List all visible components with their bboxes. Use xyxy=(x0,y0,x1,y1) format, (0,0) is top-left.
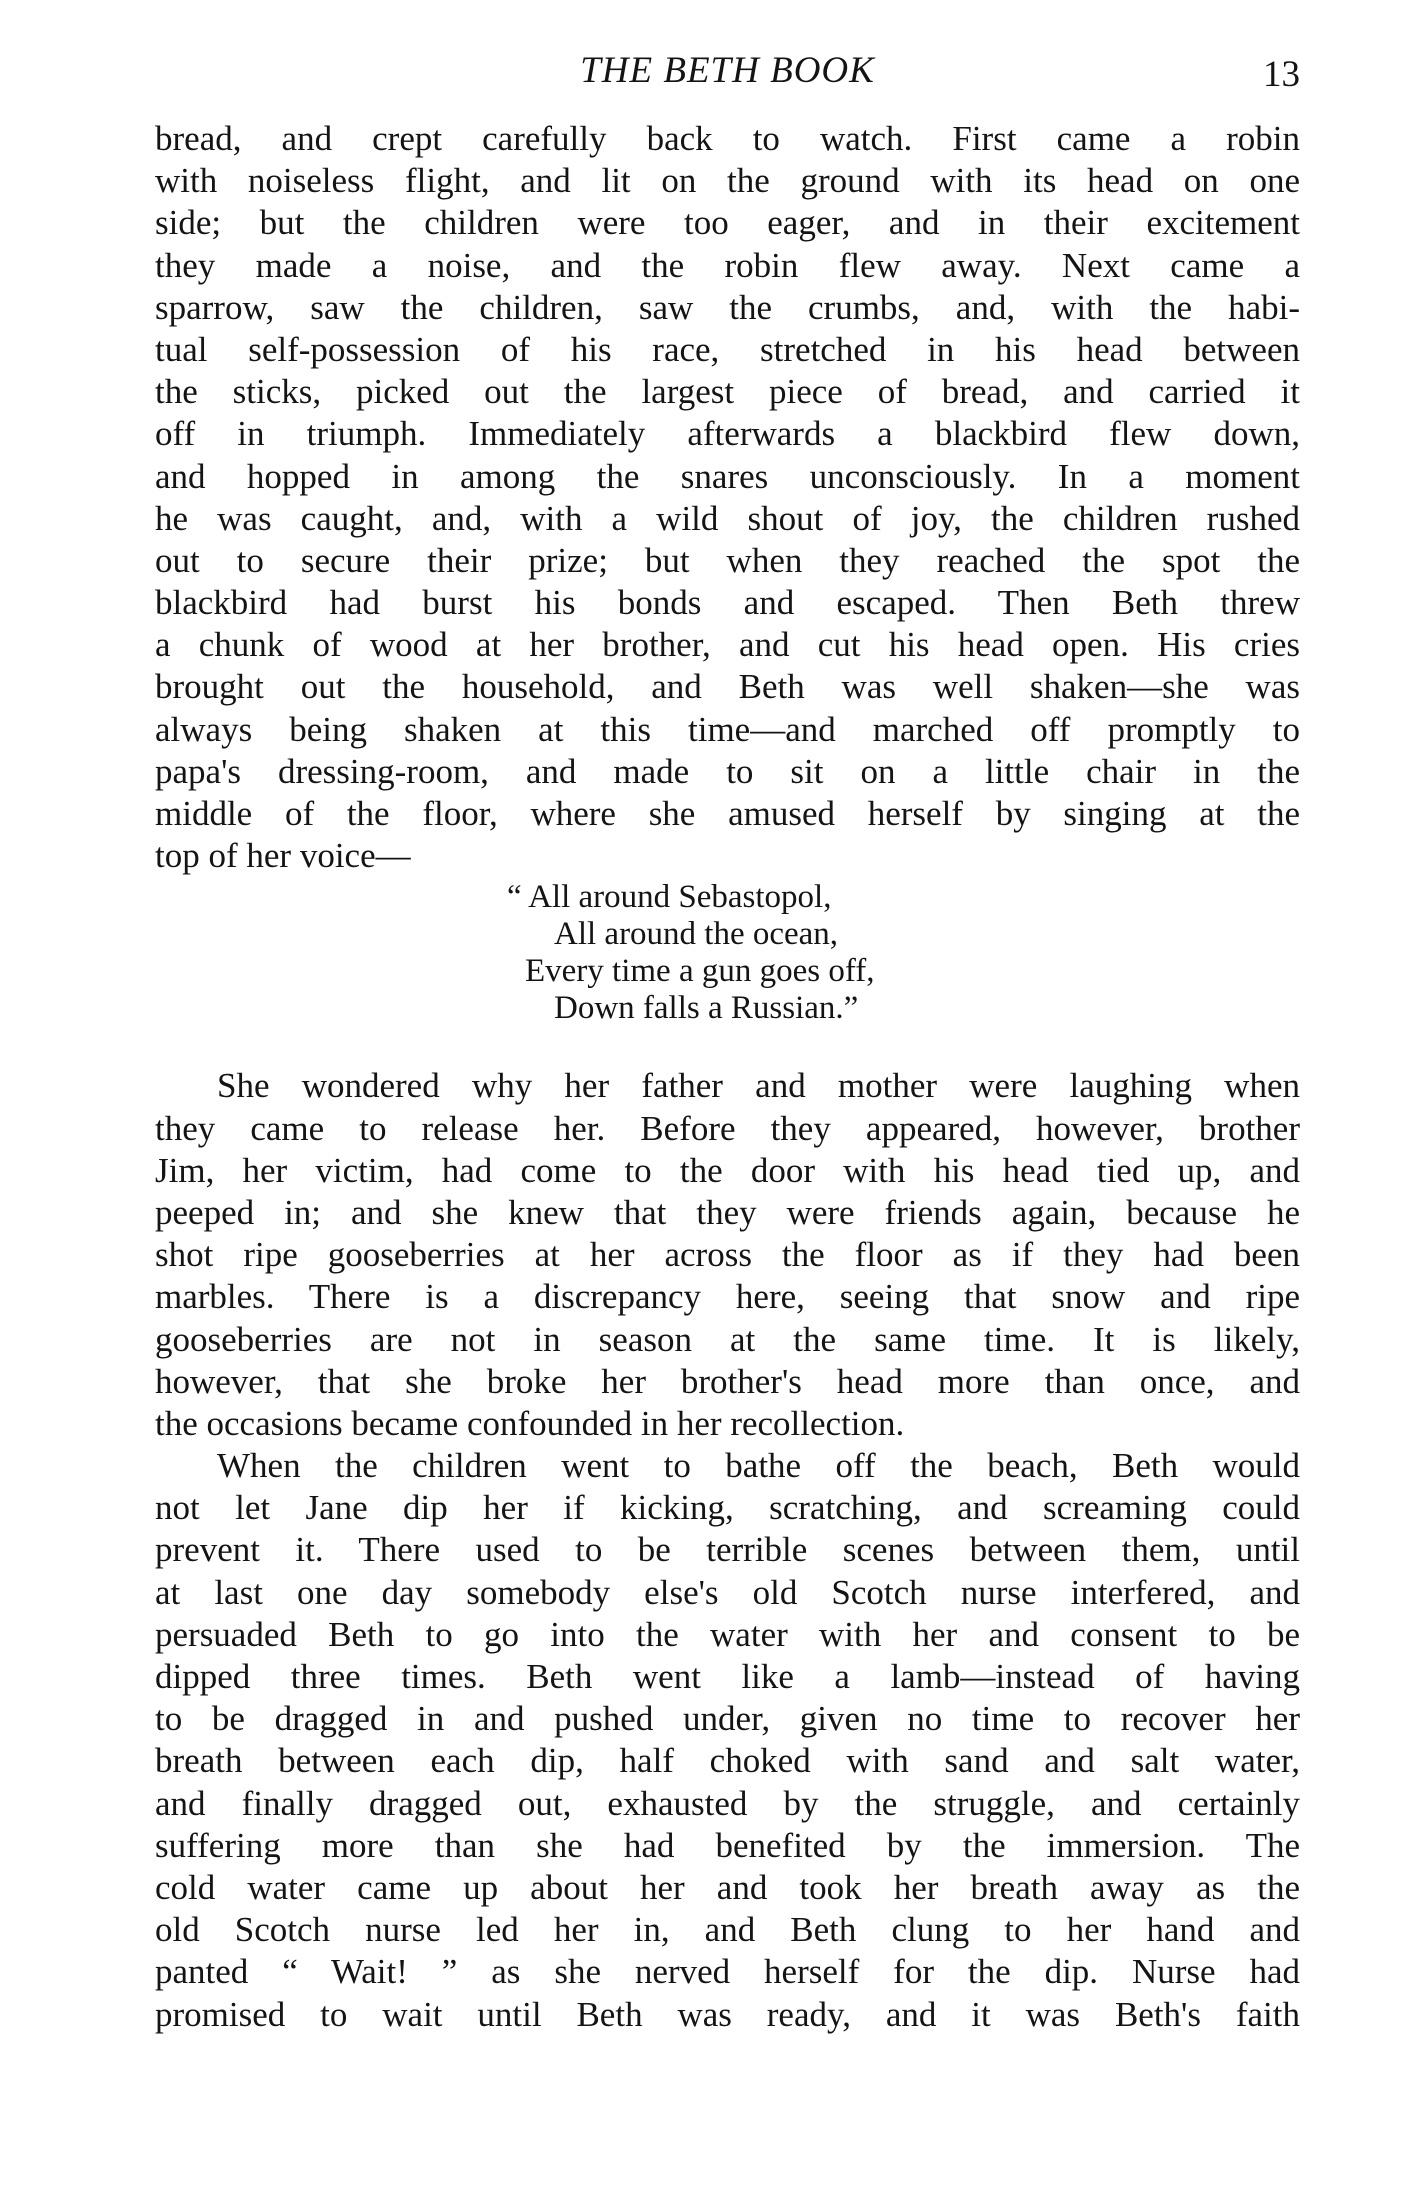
text-line: peeped in; and she knew that they were friends again, because he xyxy=(155,1192,1300,1232)
text-line: a chunk of wood at her brother, and cut his head open. His cries xyxy=(155,625,1300,665)
verse-quote xyxy=(155,879,1300,1027)
text-line: brought out the household, and Beth was well shaken—she was xyxy=(155,667,1300,707)
text-line: side; but the children were too eager, and in their excitement xyxy=(155,203,1300,243)
text-line: Jim, her victim, had come to the door with his head tied up, and xyxy=(155,1150,1300,1190)
text-line: prevent it. There used to be terrible scenes between them, until xyxy=(155,1530,1300,1570)
text-line: out to secure their prize; but when they reached the spot the xyxy=(155,540,1300,580)
page-number: 13 xyxy=(1263,54,1300,95)
running-title: THE BETH BOOK xyxy=(580,50,875,91)
text-line: with noiseless flight, and lit on the ground with its head on one xyxy=(155,161,1300,201)
text-line: however, that she broke her brother's head more than once, and xyxy=(155,1361,1300,1401)
text-line: blackbird had burst his bonds and escaped. Then Beth threw xyxy=(155,583,1300,623)
verse-line: “ All around Sebastopol, xyxy=(507,879,832,916)
text-line: cold water came up about her and took her breath away as the xyxy=(155,1867,1300,1907)
text-line: sparrow, saw the children, saw the crumbs, and, with the habi- xyxy=(155,287,1300,327)
text-line: and finally dragged out, exhausted by the struggle, and certainly xyxy=(155,1783,1300,1823)
text-line: tual self-possession of his race, stretched in his head between xyxy=(155,329,1300,369)
text-line: the occasions became confounded in her recollection. xyxy=(155,1403,905,1443)
text-line: he was caught, and, with a wild shout of joy, the children rushed xyxy=(155,498,1300,538)
text-line: off in triumph. Immediately afterwards a blackbird flew down, xyxy=(155,414,1300,454)
paragraph-3 xyxy=(155,1445,1300,2036)
text-line: papa's dressing-room, and made to sit on a little chair in the xyxy=(155,751,1300,791)
text-line: suffering more than she had benefited by the immersion. The xyxy=(155,1825,1300,1865)
paragraph-1 xyxy=(155,118,1300,877)
body-text xyxy=(155,118,1300,2036)
text-line: they came to release her. Before they appeared, however, brother xyxy=(155,1108,1300,1148)
verse-line: All around the ocean, xyxy=(554,916,839,953)
text-line: panted “ Wait! ” as she nerved herself for the dip. Nurse had xyxy=(155,1952,1300,1992)
text-line: gooseberries are not in season at the same time. It is likely, xyxy=(155,1319,1300,1359)
text-line: top of her voice— xyxy=(155,836,411,876)
text-line: middle of the floor, where she amused herself by singing at the xyxy=(155,794,1300,833)
verse-line: Down falls a Russian.” xyxy=(554,990,859,1027)
text-line: When the children went to bathe off the beach, Beth would xyxy=(217,1446,1300,1486)
text-line: and hopped in among the snares unconsciously. In a moment xyxy=(155,456,1300,496)
verse-line: Every time a gun goes off, xyxy=(525,953,875,990)
text-line: not let Jane dip her if kicking, scratching, and screaming could xyxy=(155,1488,1300,1528)
running-head xyxy=(155,46,1300,96)
paragraph-2 xyxy=(155,1065,1300,1445)
text-line: always being shaken at this time—and marched off promptly to xyxy=(155,709,1300,749)
text-line: She wondered why her father and mother were laughing when xyxy=(217,1066,1300,1106)
text-line: persuaded Beth to go into the water with her and consent to be xyxy=(155,1614,1300,1654)
text-line: old Scotch nurse led her in, and Beth clung to her hand and xyxy=(155,1910,1300,1950)
text-line: bread, and crept carefully back to watch. First came a robin xyxy=(155,119,1300,158)
text-line: the sticks, picked out the largest piece of bread, and carried it xyxy=(155,372,1300,412)
text-line: at last one day somebody else's old Scotch nurse interfered, and xyxy=(155,1572,1300,1612)
text-line: they made a noise, and the robin flew away. Next came a xyxy=(155,245,1300,285)
text-line: shot ripe gooseberries at her across the floor as if they had been xyxy=(155,1235,1300,1275)
text-line: breath between each dip, half choked with sand and salt water, xyxy=(155,1741,1300,1781)
text-line: to be dragged in and pushed under, given no time to recover her xyxy=(155,1699,1300,1739)
text-line: dipped three times. Beth went like a lamb—instead of having xyxy=(155,1657,1300,1696)
text-line: marbles. There is a discrepancy here, seeing that snow and ripe xyxy=(155,1277,1300,1317)
text-line: promised to wait until Beth was ready, and it was Beth's faith xyxy=(155,1994,1300,2034)
